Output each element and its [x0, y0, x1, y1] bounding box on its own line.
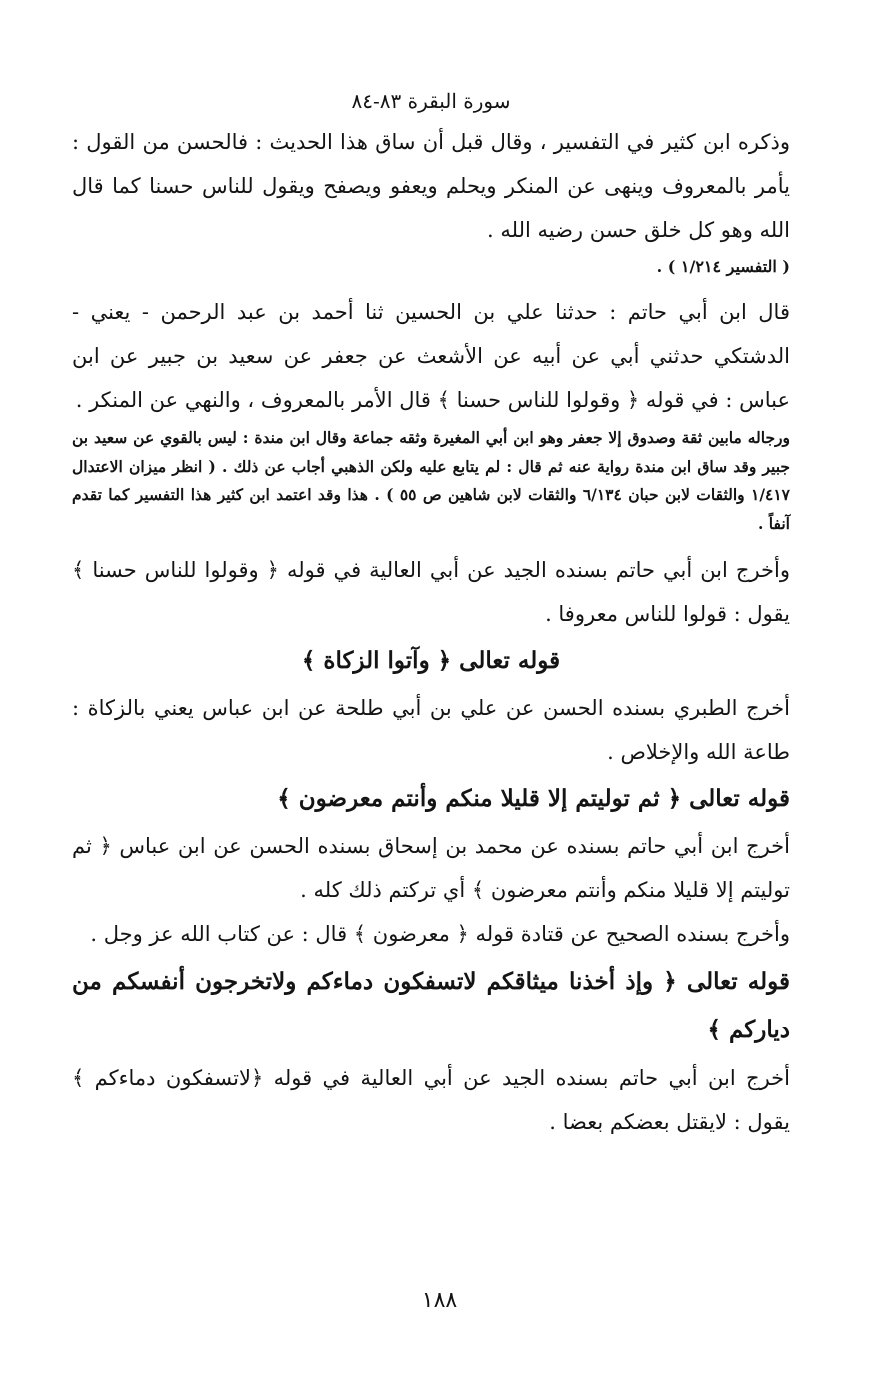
paragraph-narrators-note: ورجاله مابين ثقة وصدوق إلا جعفر وهو ابن أبي المغيرة وثقه جماعة وقال ابن مندة : ليس بالقوي عن سعيد بن جبير وقد ساق ابن مندة رواية عنه ثم قال : لم يتابع عليه ولكن الذهبي أجاب عن ذلك . ( انظر ميزان الاعتدال ١/٤١٧ والثقات لابن حبان ٦/١٣٤ والثقات لابن شاهين ص ٥٥ ) . هذا وقد اعتمد ابن كثير هذا التفسير كما تقدم آنفاً .	[72, 428, 790, 533]
page-number: ١٨٨	[421, 1288, 458, 1313]
paragraph-ibn-kathir-commentary: وذكره ابن كثير في التفسير ، وقال قبل أن ساق هذا الحديث : فالحسن من القول : يأمر بالمعروف وينهى عن المنكر ويحلم ويعفو ويصفح ويقول للناس حسنا كما قال الله وهو كل خلق حسن رضيه الله .	[72, 130, 790, 242]
running-header: سورة البقرة ٨٣-٨٤	[351, 89, 511, 113]
paragraph-abi-aliya-blood: أخرج ابن أبي حاتم بسنده الجيد عن أبي العالية في قوله ﴿لاتسفكون دماءكم ﴾ يقول : لايقتل بعضكم بعضا .	[72, 1066, 790, 1134]
paragraph-abi-aliya-narration: وأخرج ابن أبي حاتم بسنده الجيد عن أبي العالية في قوله ﴿ وقولوا للناس حسنا ﴾ يقول : قولوا للناس معروفا .	[72, 558, 790, 626]
paragraph-ibn-abi-hatim-narration: قال ابن أبي حاتم : حدثنا علي بن الحسين ثنا أحمد بن عبد الرحمن - يعني - الدشتكي حدثني أبي عن أبيه عن الأشعث عن جعفر عن سعيد بن جبير عن ابن عباس : في قوله ﴿ وقولوا للناس حسنا ﴾ قال الأمر بالمعروف ، والنهي عن المنكر .	[72, 300, 790, 412]
heading-mithaq-verse: قوله تعالى ﴿ وإذ أخذنا ميثاقكم لاتسفكون دماءكم ولاتخرجون أنفسكم من دياركم ﴾	[72, 968, 790, 1043]
paragraph-ibn-ishaq-narration: أخرج ابن أبي حاتم بسنده عن محمد بن إسحاق بسنده الحسن عن ابن عباس ﴿ ثم توليتم إلا قليلا منكم وأنتم معرضون ﴾ أي تركتم ذلك كله .	[72, 834, 790, 902]
heading-zakat-verse: قوله تعالى ﴿ وآتوا الزكاة ﴾	[301, 647, 561, 674]
tafsir-reference: ( التفسير ١/٢١٤ ) .	[656, 257, 790, 276]
page-content	[72, 86, 790, 1336]
paragraph-qatada-narration: وأخرج بسنده الصحيح عن قتادة قوله ﴿ معرضون ﴾ قال : عن كتاب الله عز وجل .	[90, 922, 790, 946]
paragraph-tabari-zakat: أخرج الطبري بسنده الحسن عن علي بن أبي طلحة عن ابن عباس يعني بالزكاة : طاعة الله والإخلاص .	[72, 696, 790, 764]
heading-tawallaytum-verse: قوله تعالى ﴿ ثم توليتم إلا قليلا منكم وأنتم معرضون ﴾	[277, 785, 790, 812]
